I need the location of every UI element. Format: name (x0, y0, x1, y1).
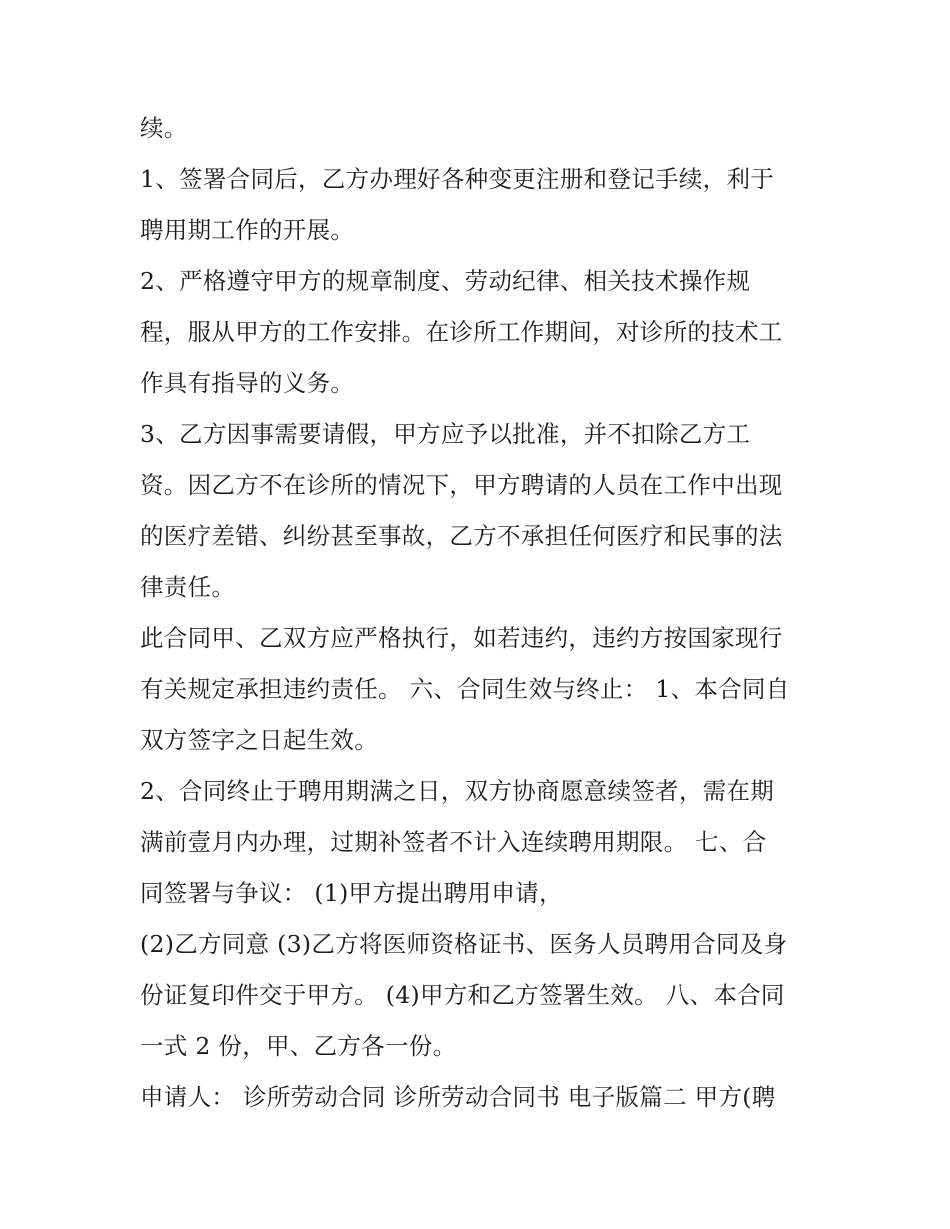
text-line: 续。 (140, 114, 188, 142)
text-line: (2)乙方同意 (3)乙方将医师资格证书、医务人员聘用合同及身 (140, 930, 788, 958)
text-line: 同签署与争议： (1)甲方提出聘用申请， (140, 879, 563, 907)
text-line: 有关规定承担违约责任。 六、合同生效与终止： 1、本合同自 (140, 675, 790, 703)
text-line: 聘用期工作的开展。 (140, 216, 355, 244)
text-line: 2、合同终止于聘用期满之日，双方协商愿意续签者，需在期 (140, 777, 775, 805)
text-line: 作具有指导的义务。 (140, 369, 355, 397)
text-line: 1、签署合同后，乙方办理好各种变更注册和登记手续，利于 (140, 165, 775, 193)
text-line: 律责任。 (140, 573, 236, 601)
text-line: 申请人： 诊所劳动合同 诊所劳动合同书 电子版篇二 甲方(聘 (140, 1083, 776, 1111)
text-line: 双方签字之日起生效。 (140, 726, 378, 754)
text-line: 的医疗差错、纠纷甚至事故，乙方不承担任何医疗和民事的法 (140, 522, 783, 550)
text-line: 程，服从甲方的工作安排。在诊所工作期间，对诊所的技术工 (140, 318, 783, 346)
text-line: 资。因乙方不在诊所的情况下，甲方聘请的人员在工作中出现 (140, 471, 783, 499)
text-line: 2、严格遵守甲方的规章制度、劳动纪律、相关技术操作规 (140, 267, 751, 295)
text-line: 一式 2 份，甲、乙方各一份。 (140, 1032, 457, 1060)
text-line: 满前壹月内办理，过期补签者不计入连续聘用期限。 七、合 (140, 828, 767, 856)
text-line: 份证复印件交于甲方。 (4)甲方和乙方签署生效。 八、本合同 (140, 981, 785, 1009)
text-line: 3、乙方因事需要请假，甲方应予以批准，并不扣除乙方工 (140, 420, 751, 448)
text-line: 此合同甲、乙双方应严格执行，如若违约，违约方按国家现行 (140, 624, 783, 652)
